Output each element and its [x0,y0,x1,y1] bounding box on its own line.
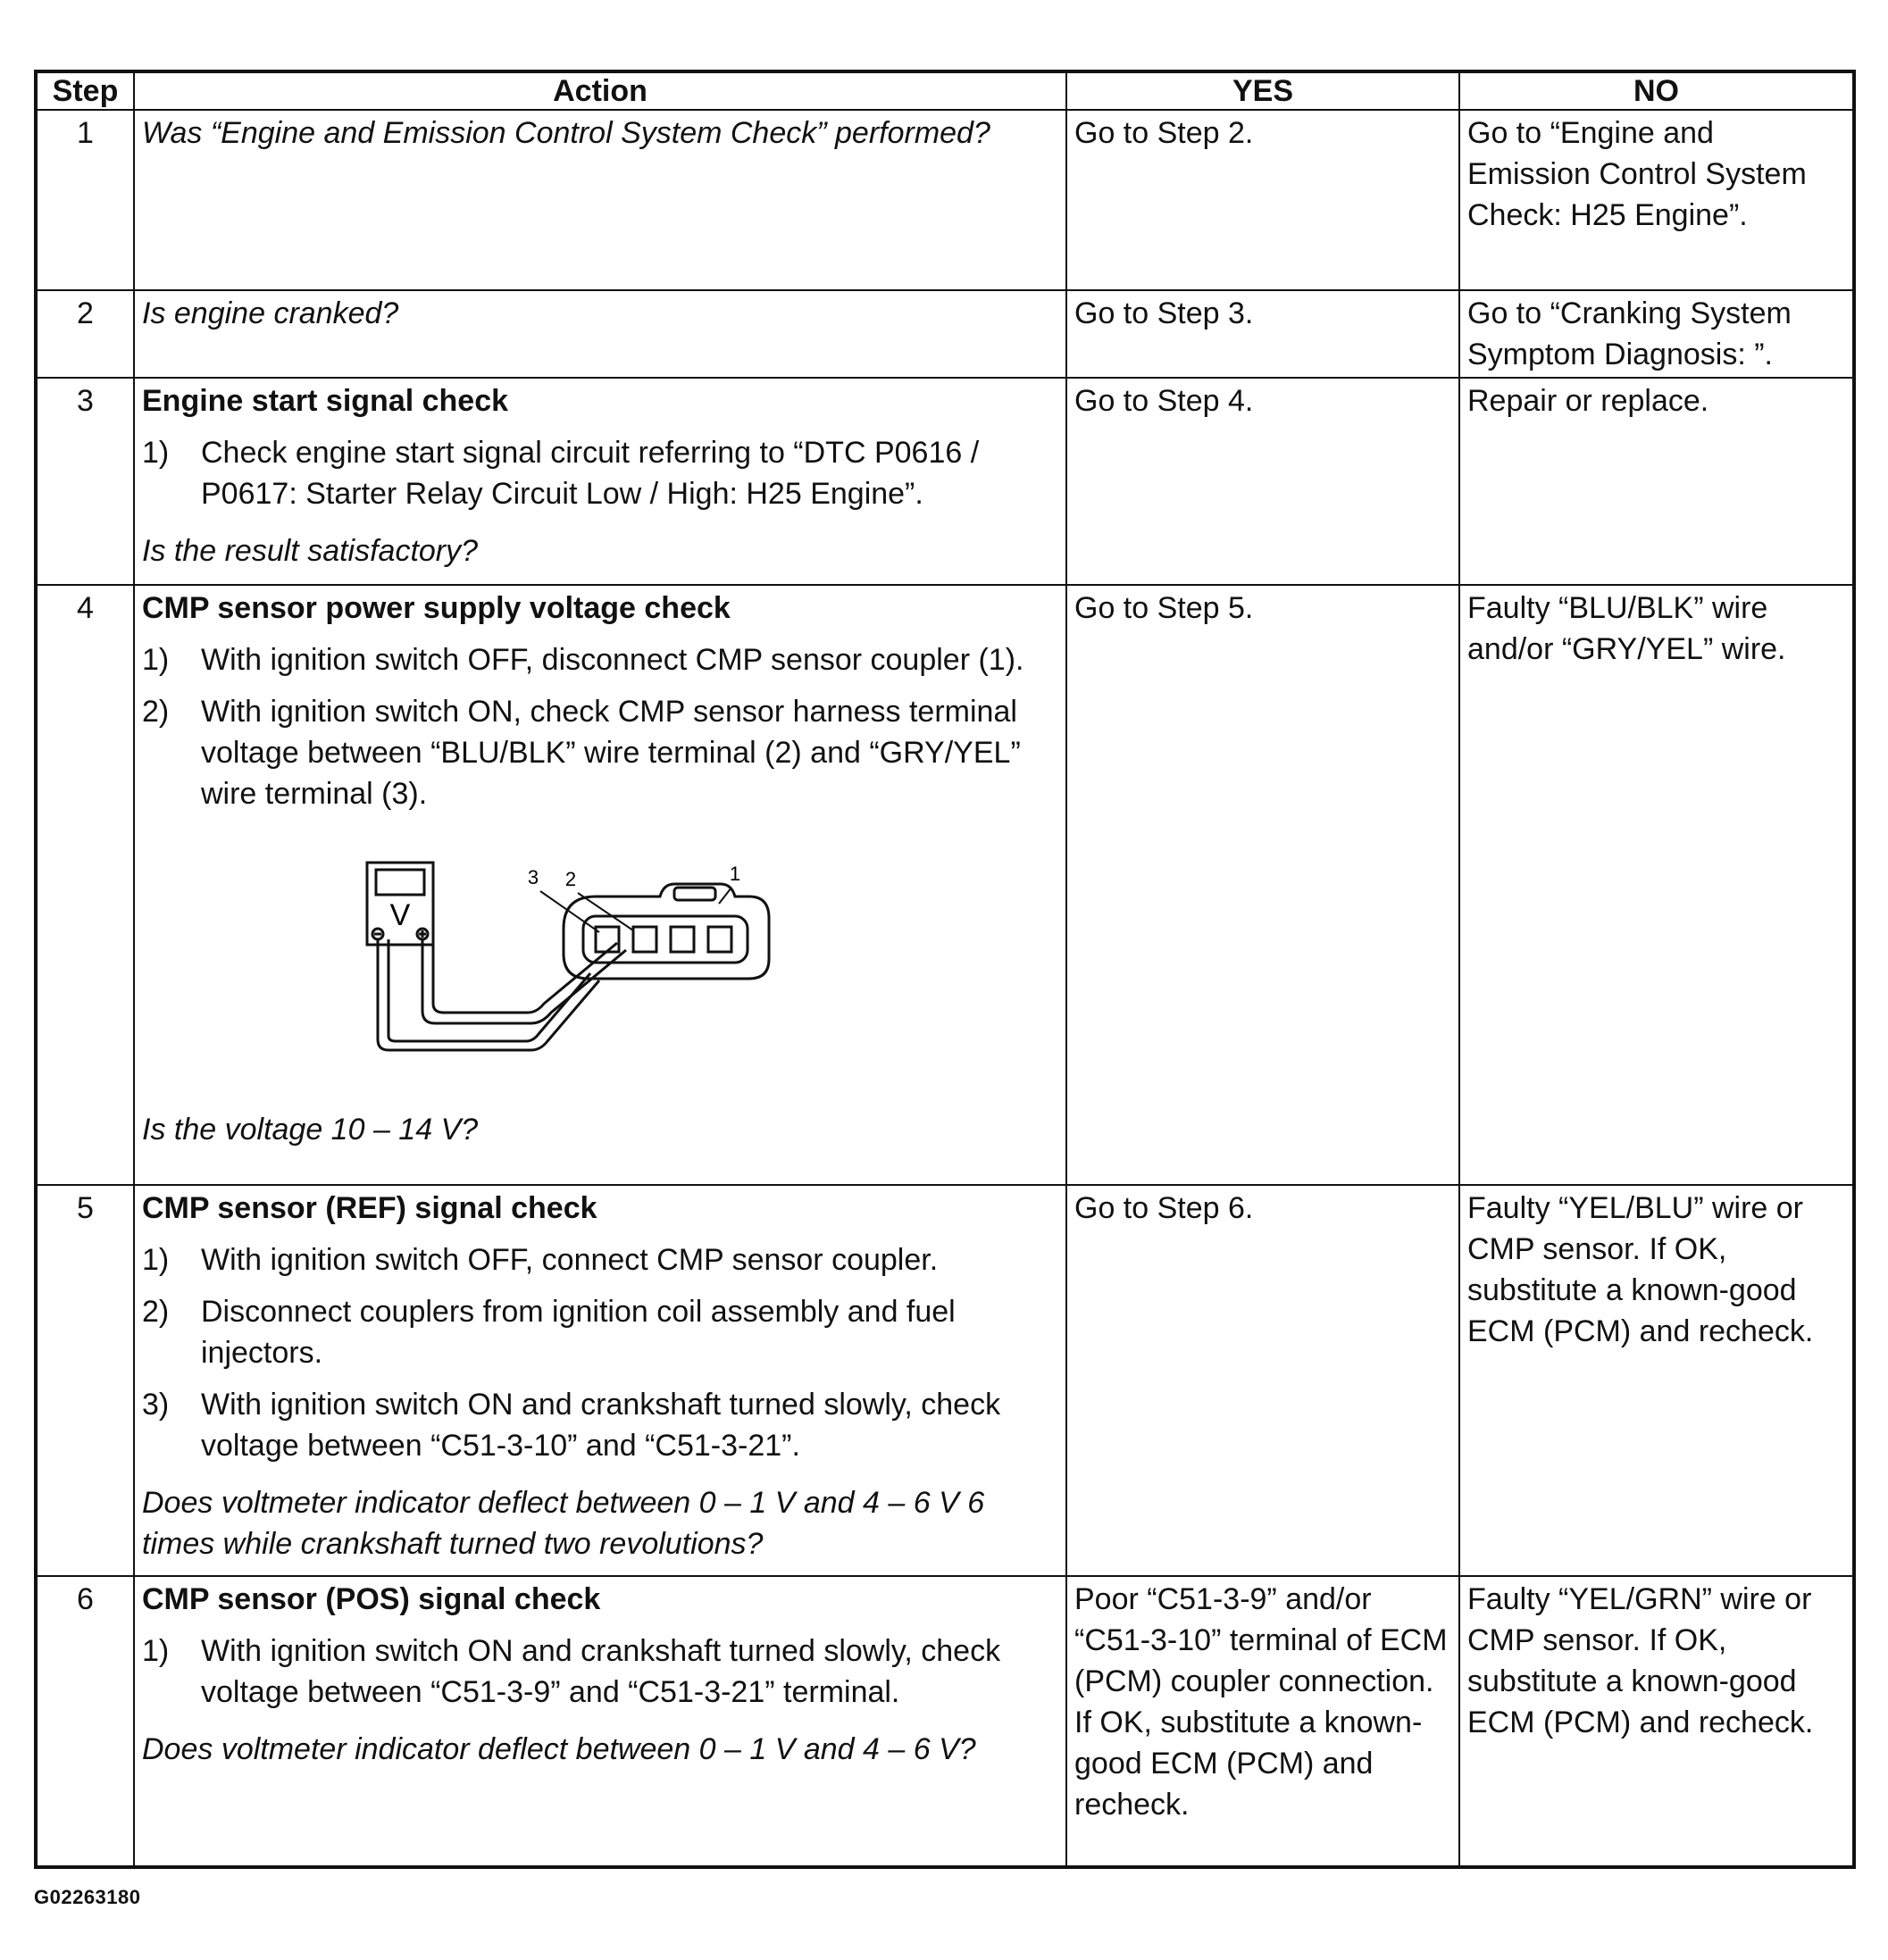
step-number: 2 [36,290,134,378]
table-row [36,1576,1854,1867]
negative-probe-lead [378,939,599,1050]
callout-1: 1 [729,863,741,885]
sub-step-text: With ignition switch OFF, disconnect CMP sensor coupler (1). [201,643,1024,677]
yes-cell: Go to Step 3. [1066,290,1459,378]
sub-step [142,691,1058,814]
action-cell [134,110,1066,290]
action-cell [134,1576,1066,1867]
step-question: Is the result satisfactory? [142,534,479,568]
yes-cell: Go to Step 5. [1066,585,1459,1185]
step-number: 4 [36,585,134,1185]
sub-step [142,639,1058,680]
sub-step-text: Disconnect couplers from ignition coil assembly and fuel injectors. [201,1295,956,1370]
sub-step-text: With ignition switch ON and crankshaft turned slowly, check voltage between “C51-3-10” and “C51-3-21”. [201,1388,1001,1463]
no-cell: Go to “Engine and Emission Control System Check: H25 Engine”. [1459,110,1854,290]
step-question: Is engine cranked? [142,296,399,330]
header-step: Step [36,71,134,110]
step-title: Engine start signal check [142,384,509,418]
no-cell: Go to “Cranking System Symptom Diagnosis: ”. [1459,290,1854,378]
sub-step [142,1291,1058,1373]
yes-cell: Go to Step 2. [1066,110,1459,290]
callout-2: 2 [564,868,577,890]
sub-step-number: 1) [142,643,170,677]
sub-step [142,1631,1058,1713]
table-row [36,378,1854,585]
coupler-lock-tab [674,888,715,900]
sub-step [142,1239,1058,1280]
table-row [36,585,1854,1185]
sub-step-number: 3) [142,1388,170,1422]
sub-step-number: 2) [142,695,170,729]
table-header-row [36,71,1854,110]
terminal-2 [633,927,656,952]
coupler-terminal-housing [583,916,748,963]
sub-step-number: 1) [142,1634,170,1668]
wiring-diagram [365,861,776,1093]
voltmeter-connector-figure [365,861,776,1093]
step-number: 1 [36,110,134,290]
step-title: CMP sensor power supply voltage check [142,591,731,625]
action-cell [134,290,1066,378]
callout-3: 3 [527,866,539,888]
sub-step [142,432,1058,514]
terminal-blank-1 [671,927,694,952]
sub-step-text: With ignition switch ON, check CMP sensor harness terminal voltage between “BLU/BLK” wire terminal (2) and “GRY/YEL” wire terminal (3). [201,695,1021,811]
voltmeter-label: V [389,898,411,932]
yes-cell: Go to Step 6. [1066,1185,1459,1576]
voltmeter-display [376,870,424,895]
no-cell: Faulty “BLU/BLK” wire and/or “GRY/YEL” wire. [1459,585,1854,1185]
no-cell: Faulty “YEL/BLU” wire or CMP sensor. If OK, substitute a known-good ECM (PCM) and recheck. [1459,1185,1854,1576]
figure-code: G02263180 [34,1886,141,1908]
action-cell [134,585,1066,1185]
no-cell: Repair or replace. [1459,378,1854,585]
terminal-3 [596,927,619,952]
sub-step-text: Check engine start signal circuit referring to “DTC P0616 / P0617: Starter Relay Circuit Low / High: H25 Engine”. [201,436,980,511]
terminal-blank-2 [708,927,731,952]
step-number: 5 [36,1185,134,1576]
header-yes: YES [1066,71,1459,110]
action-cell [134,378,1066,585]
sub-step-text: With ignition switch OFF, connect CMP sensor coupler. [201,1243,939,1277]
no-cell: Faulty “YEL/GRN” wire or CMP sensor. If OK, substitute a known-good ECM (PCM) and recheck. [1459,1576,1854,1867]
action-cell [134,1185,1066,1576]
step-number: 6 [36,1576,134,1867]
yes-cell: Go to Step 4. [1066,378,1459,585]
step-title: CMP sensor (REF) signal check [142,1191,597,1225]
step-question: Does voltmeter indicator deflect between 0 – 1 V and 4 – 6 V 6 times while crankshaft turned two revolutions? [142,1486,985,1561]
table-row [36,290,1854,378]
step-number: 3 [36,378,134,585]
sub-step-number: 2) [142,1295,170,1329]
sub-step-text: With ignition switch ON and crankshaft turned slowly, check voltage between “C51-3-9” and “C51-3-21” terminal. [201,1634,1001,1709]
diagnostic-table [34,70,1856,1869]
table-row [36,110,1854,290]
header-no: NO [1459,71,1854,110]
step-question: Does voltmeter indicator deflect between 0 – 1 V and 4 – 6 V? [142,1732,976,1766]
sub-step-number: 1) [142,1243,170,1277]
header-action: Action [134,71,1066,110]
sub-step [142,1384,1058,1466]
step-title: CMP sensor (POS) signal check [142,1582,601,1616]
yes-cell: Poor “C51-3-9” and/or “C51-3-10” terminal of ECM (PCM) coupler connection. If OK, substitute a known-good ECM (PCM) and recheck. [1066,1576,1459,1867]
table-row [36,1185,1854,1576]
sub-step-number: 1) [142,436,170,470]
step-question: Was “Engine and Emission Control System Check” performed? [142,116,990,150]
step-question: Is the voltage 10 – 14 V? [142,1113,479,1147]
